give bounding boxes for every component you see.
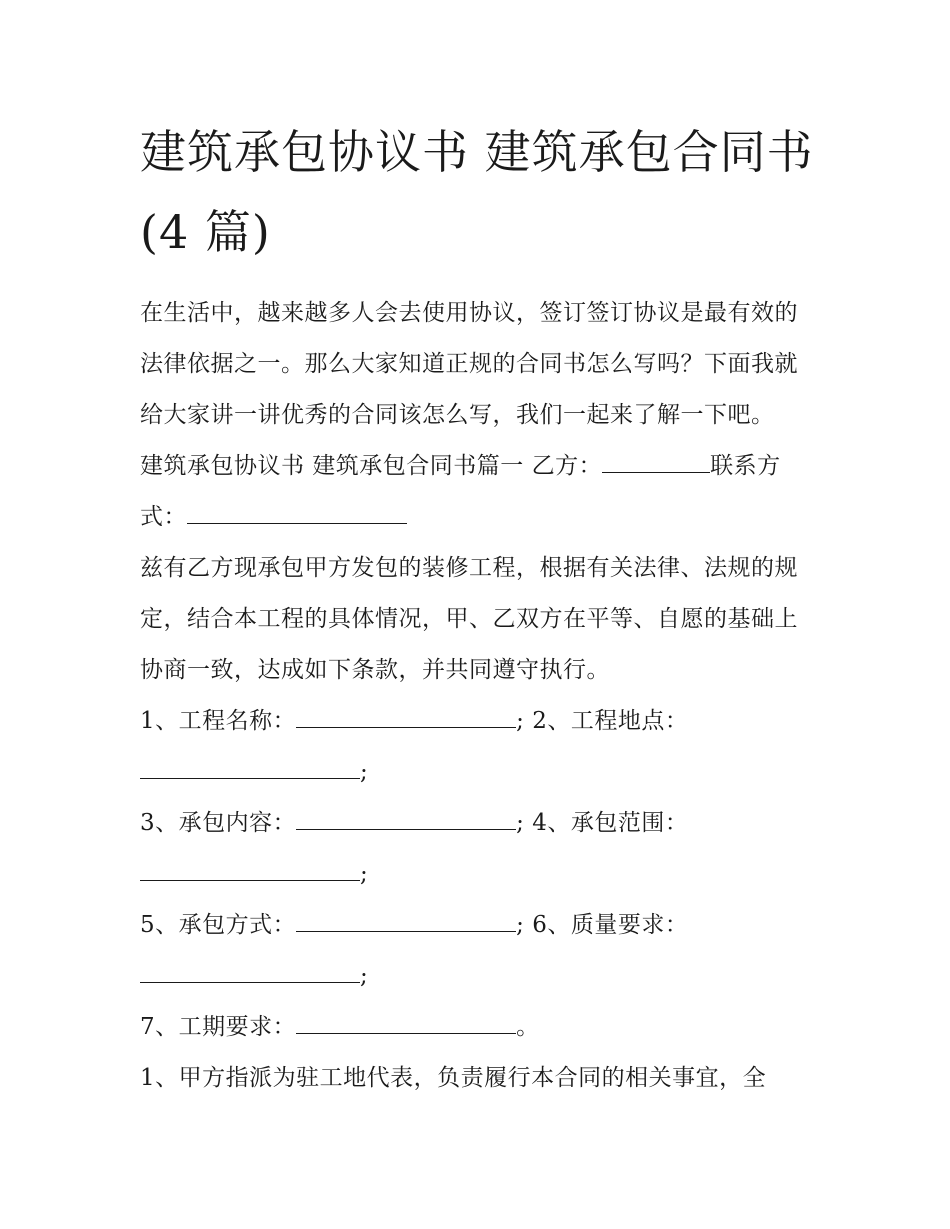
item-blank [296, 1009, 516, 1034]
clause-1: 1、甲方指派为驻工地代表，负责履行本合同的相关事宜，全 [140, 1065, 767, 1091]
contact-label: 联系方式： [140, 453, 781, 530]
item-separator: ; [360, 759, 369, 785]
item-blank [140, 958, 360, 983]
intro-paragraph: 在生活中，越来越多人会去使用协议，签订签订协议是最有效的法律依据之一。那么大家知道正规的合同书怎么写吗？下面我就给大家讲一讲优秀的合同该怎么写，我们一起来了解一下吧。 [140, 300, 798, 428]
document-title: 建筑承包协议书 建筑承包合同书(4 篇) [140, 125, 814, 259]
item-label: 2、工程地点： [532, 708, 689, 734]
party-b-blank [602, 448, 710, 473]
item-separator: ; [516, 810, 525, 836]
item-label: 3、承包内容： [140, 810, 297, 836]
item-pair-1-2 [140, 696, 820, 798]
item-blank [140, 856, 360, 881]
item-label: 1、工程名称： [140, 708, 297, 734]
item-label: 5、承包方式： [140, 912, 297, 938]
item-separator: ; [516, 912, 525, 938]
document-page [140, 112, 820, 1104]
item-label: 7、工期要求： [140, 1014, 297, 1040]
item-blank [296, 907, 516, 932]
item-label: 6、质量要求： [532, 912, 689, 938]
item-blank [296, 805, 516, 830]
item-separator: ; [516, 708, 525, 734]
item-end-mark: 。 [516, 1014, 540, 1040]
item-pair-5-6 [140, 900, 820, 1002]
section-heading: 建筑承包协议书 建筑承包合同书篇一 乙方： [140, 453, 603, 479]
section-heading-line [140, 441, 820, 543]
item-pair-3-4 [140, 798, 820, 900]
item-separator: ; [360, 861, 369, 887]
item-7 [140, 1002, 820, 1053]
item-label: 4、承包范围： [532, 810, 689, 836]
preamble-paragraph: 兹有乙方现承包甲方发包的装修工程，根据有关法律、法规的规定，结合本工程的具体情况，甲、乙双方在平等、自愿的基础上协商一致，达成如下条款，并共同遵守执行。 [140, 555, 798, 683]
contact-blank [187, 499, 407, 524]
item-blank [140, 754, 360, 779]
item-separator: ; [360, 963, 369, 989]
item-blank [296, 703, 516, 728]
